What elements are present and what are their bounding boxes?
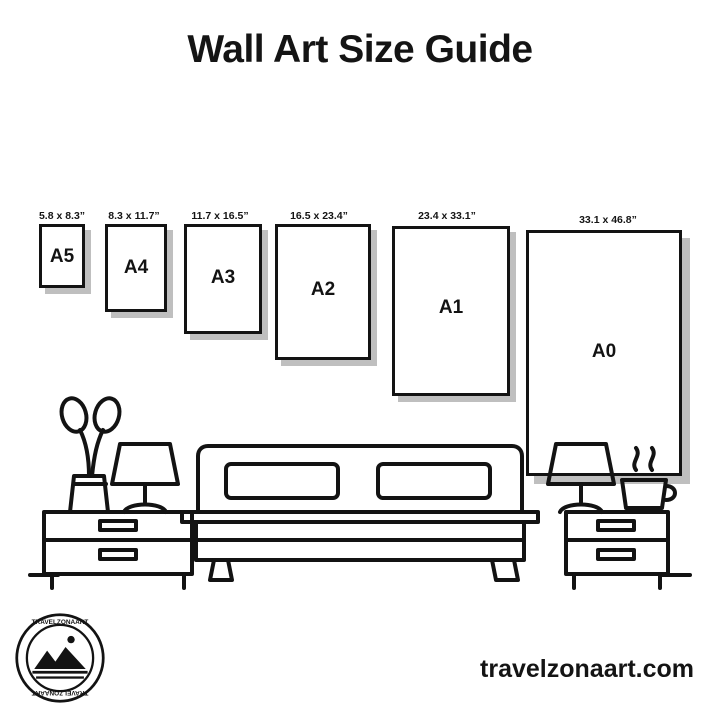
size-label-a3: A3 (210, 267, 236, 288)
size-item-a5[interactable] (34, 108, 90, 398)
steam-left (634, 448, 637, 470)
logo-text-top: TRAVELZONAART (31, 618, 89, 626)
size-label-a1: A1 (438, 297, 464, 318)
frame-box-a4 (105, 224, 167, 312)
right-nightstand-handle-bottom (598, 550, 634, 559)
frame-box-a5 (39, 224, 85, 288)
size-dimension-a1: 23.4 x 33.1” (418, 210, 476, 222)
plant-leaf-left (58, 395, 90, 434)
coffee-cup-body (622, 480, 666, 508)
size-item-a3[interactable] (176, 108, 264, 398)
bed-leg-left (210, 560, 232, 580)
plant-leaf-right (91, 395, 123, 434)
steam-right (650, 448, 653, 470)
right-nightstand-handle-top (598, 521, 634, 530)
left-nightstand-handle-top (100, 521, 136, 530)
vase-body (70, 476, 108, 512)
travelzonaart-logo[interactable] (14, 612, 106, 704)
plant-stem-left (80, 430, 89, 476)
bedroom-illustration (0, 372, 720, 602)
plant-stem-right (92, 430, 103, 476)
size-label-a2: A2 (310, 279, 336, 300)
frame-box-a3 (184, 224, 262, 334)
size-item-a4[interactable] (98, 108, 170, 398)
logo-text-bottom: TRAVELZONAART (31, 689, 89, 697)
size-dimension-a4: 8.3 x 11.7” (108, 210, 160, 222)
pillow-right (378, 464, 490, 498)
size-item-a1[interactable] (382, 108, 512, 398)
bed-leg-right (492, 560, 518, 580)
left-lamp-shade (112, 444, 178, 484)
size-label-a4: A4 (123, 257, 149, 278)
size-label-a0: A0 (591, 341, 617, 362)
size-dimension-a0: 33.1 x 46.8” (579, 214, 637, 226)
size-dimension-a5: 5.8 x 8.3” (38, 210, 86, 222)
page-title: Wall Art Size Guide (187, 28, 533, 71)
website-url[interactable]: travelzonaart.com (480, 655, 694, 683)
frame-box-a1 (392, 226, 510, 396)
size-dimension-a2: 16.5 x 23.4” (290, 210, 348, 222)
size-item-a0[interactable] (518, 108, 690, 398)
size-comparison-chart (0, 108, 720, 398)
left-nightstand-handle-bottom (100, 550, 136, 559)
right-lamp-shade (548, 444, 614, 484)
mattress-top (182, 512, 538, 522)
size-dimension-a3: 11.7 x 16.5” (191, 210, 249, 222)
bed-headboard (198, 446, 522, 510)
coffee-cup-handle (666, 486, 675, 500)
pillow-left (226, 464, 338, 498)
frame-box-a2 (275, 224, 371, 360)
size-item-a2[interactable] (266, 108, 372, 398)
size-label-a5: A5 (49, 246, 75, 267)
